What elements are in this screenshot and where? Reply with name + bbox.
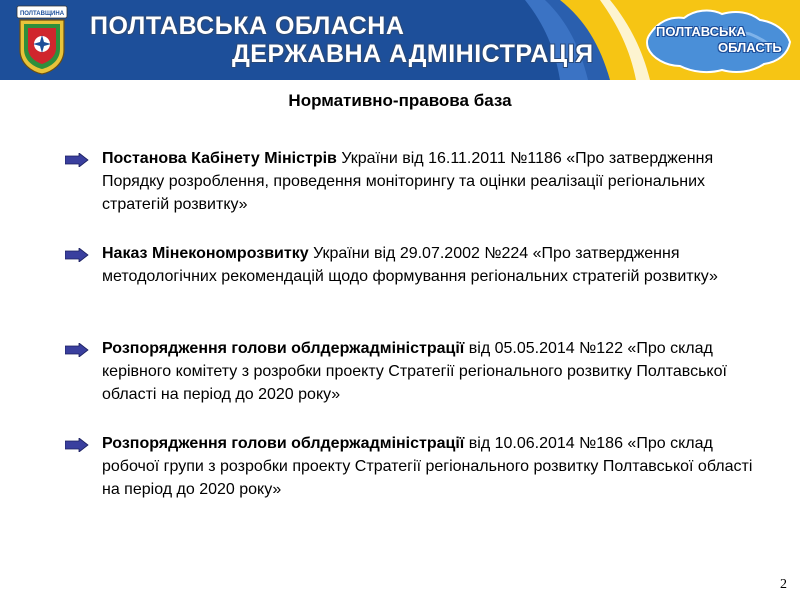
list-item-bold: Наказ Мінекономрозвитку xyxy=(102,245,309,262)
list-item-text xyxy=(102,337,772,406)
list-item-text xyxy=(102,147,772,216)
header-title-line2: ДЕРЖАВНА АДМІНІСТРАЦІЯ xyxy=(232,40,594,68)
arrow-right-icon xyxy=(65,248,89,262)
list-item-bold: Розпорядження голови облдержадміністрації xyxy=(102,435,465,452)
list-item-body: від 05.05.2014 №122 «Про склад керівного комітету з розробки проекту Стратегії регіонального розвитку Полтавської області на період до 2020 року» xyxy=(102,340,727,403)
coat-caption: ПОЛТАВЩИНА xyxy=(19,11,65,17)
list-item-text xyxy=(102,432,772,501)
list-item-body: від 10.06.2014 №186 «Про склад робочої групи з розробки проекту Стратегії регіонального розвитку Полтавської області на період до 2020 року» xyxy=(102,435,753,498)
header-banner xyxy=(0,0,800,80)
arrow-right-icon xyxy=(65,153,89,167)
header-title-line1: ПОЛТАВСЬКА ОБЛАСНА xyxy=(90,12,405,40)
page-title: Нормативно-правова база xyxy=(288,91,512,110)
arrow-right-icon xyxy=(65,438,89,452)
list-item-body: України від 16.11.2011 №1186 «Про затвердження Порядку розроблення, проведення моніторингу та оцінки реалізації регіональних стратегій розвитку» xyxy=(102,150,714,213)
list-item-text xyxy=(102,242,772,288)
list-item-body: України від 29.07.2002 №224 «Про затвердження методологічних рекомендацій щодо формування регіональних стратегій розвитку» xyxy=(102,245,718,285)
region-name-line2: ОБЛАСТЬ xyxy=(718,40,782,55)
list-item-bold: Розпорядження голови облдержадміністрації xyxy=(102,340,465,357)
list-item-bold: Постанова Кабінету Міністрів xyxy=(102,150,337,167)
arrow-right-icon xyxy=(65,343,89,357)
page-number: 2 xyxy=(780,577,787,592)
region-name-line1: ПОЛТАВСЬКА xyxy=(656,24,746,39)
coat-of-arms-icon xyxy=(14,4,70,76)
